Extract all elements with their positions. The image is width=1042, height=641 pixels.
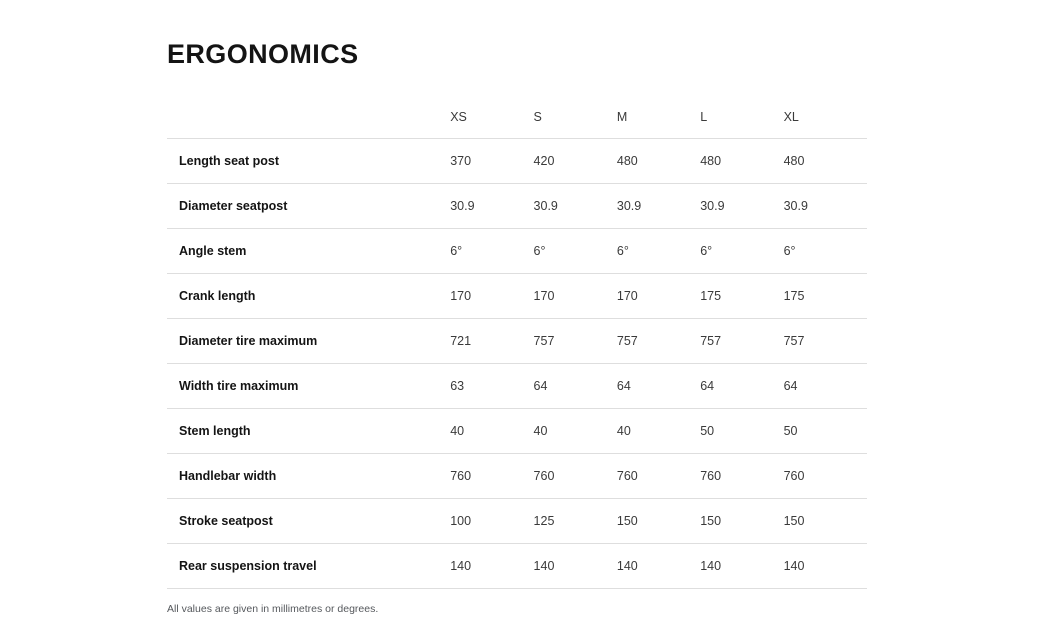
column-header-xs: XS (450, 109, 467, 124)
cell-s: 6° (534, 228, 617, 273)
table-footnote: All values are given in millimetres or degrees. (167, 602, 379, 615)
cell-xl: 757 (784, 318, 867, 363)
cell-l: 757 (700, 318, 783, 363)
row-label: Crank length (167, 273, 450, 318)
cell-s: 125 (534, 498, 617, 543)
row-label: Handlebar width (167, 453, 450, 498)
column-header-l: L (700, 109, 708, 124)
cell-xs: 6° (450, 228, 533, 273)
page-title: ERGONOMICS (167, 39, 359, 69)
cell-xs: 40 (450, 408, 533, 453)
row-label: Stem length (167, 408, 450, 453)
cell-xl: 150 (784, 498, 867, 543)
table-body (167, 138, 867, 588)
table-header-row (167, 110, 867, 139)
cell-m: 480 (617, 138, 700, 183)
cell-l: 30.9 (700, 183, 783, 228)
cell-s: 40 (534, 408, 617, 453)
content-container (167, 40, 867, 615)
cell-l: 175 (700, 273, 783, 318)
cell-xl: 50 (784, 408, 867, 453)
cell-s: 64 (534, 363, 617, 408)
cell-m: 30.9 (617, 183, 700, 228)
cell-xs: 140 (450, 543, 533, 588)
cell-l: 760 (700, 453, 783, 498)
table-header (167, 110, 867, 139)
row-label: Stroke seatpost (167, 498, 450, 543)
cell-m: 757 (617, 318, 700, 363)
cell-xs: 170 (450, 273, 533, 318)
cell-xs: 760 (450, 453, 533, 498)
cell-m: 140 (617, 543, 700, 588)
table-row (167, 228, 867, 273)
table-row (167, 498, 867, 543)
cell-m: 6° (617, 228, 700, 273)
cell-s: 30.9 (534, 183, 617, 228)
cell-l: 50 (700, 408, 783, 453)
row-label: Width tire maximum (167, 363, 450, 408)
cell-l: 6° (700, 228, 783, 273)
table-row (167, 363, 867, 408)
cell-m: 170 (617, 273, 700, 318)
ergonomics-table (167, 110, 867, 589)
column-header-xl: XL (783, 109, 799, 124)
table-row (167, 318, 867, 363)
cell-xl: 175 (784, 273, 867, 318)
cell-s: 420 (534, 138, 617, 183)
table-row (167, 183, 867, 228)
cell-xs: 100 (450, 498, 533, 543)
cell-xl: 64 (784, 363, 867, 408)
cell-l: 150 (700, 498, 783, 543)
cell-l: 64 (700, 363, 783, 408)
table-row (167, 453, 867, 498)
cell-xl: 480 (784, 138, 867, 183)
table-row (167, 543, 867, 588)
cell-xl: 30.9 (784, 183, 867, 228)
column-header-m: M (616, 109, 628, 124)
row-label: Angle stem (167, 228, 450, 273)
column-header-label (167, 110, 450, 139)
table-row (167, 138, 867, 183)
cell-s: 757 (534, 318, 617, 363)
table-row (167, 408, 867, 453)
cell-l: 140 (700, 543, 783, 588)
cell-m: 760 (617, 453, 700, 498)
cell-m: 40 (617, 408, 700, 453)
cell-m: 150 (617, 498, 700, 543)
cell-xs: 63 (450, 363, 533, 408)
row-label: Diameter tire maximum (167, 318, 450, 363)
cell-s: 760 (534, 453, 617, 498)
cell-xl: 6° (784, 228, 867, 273)
column-header-s: S (533, 109, 542, 124)
row-label: Rear suspension travel (167, 543, 450, 588)
cell-m: 64 (617, 363, 700, 408)
cell-s: 170 (534, 273, 617, 318)
table-row (167, 273, 867, 318)
row-label: Diameter seatpost (167, 183, 450, 228)
cell-xs: 370 (450, 138, 533, 183)
cell-xs: 30.9 (450, 183, 533, 228)
cell-s: 140 (534, 543, 617, 588)
cell-xl: 760 (784, 453, 867, 498)
cell-xl: 140 (784, 543, 867, 588)
row-label: Length seat post (167, 138, 450, 183)
cell-xs: 721 (450, 318, 533, 363)
cell-l: 480 (700, 138, 783, 183)
